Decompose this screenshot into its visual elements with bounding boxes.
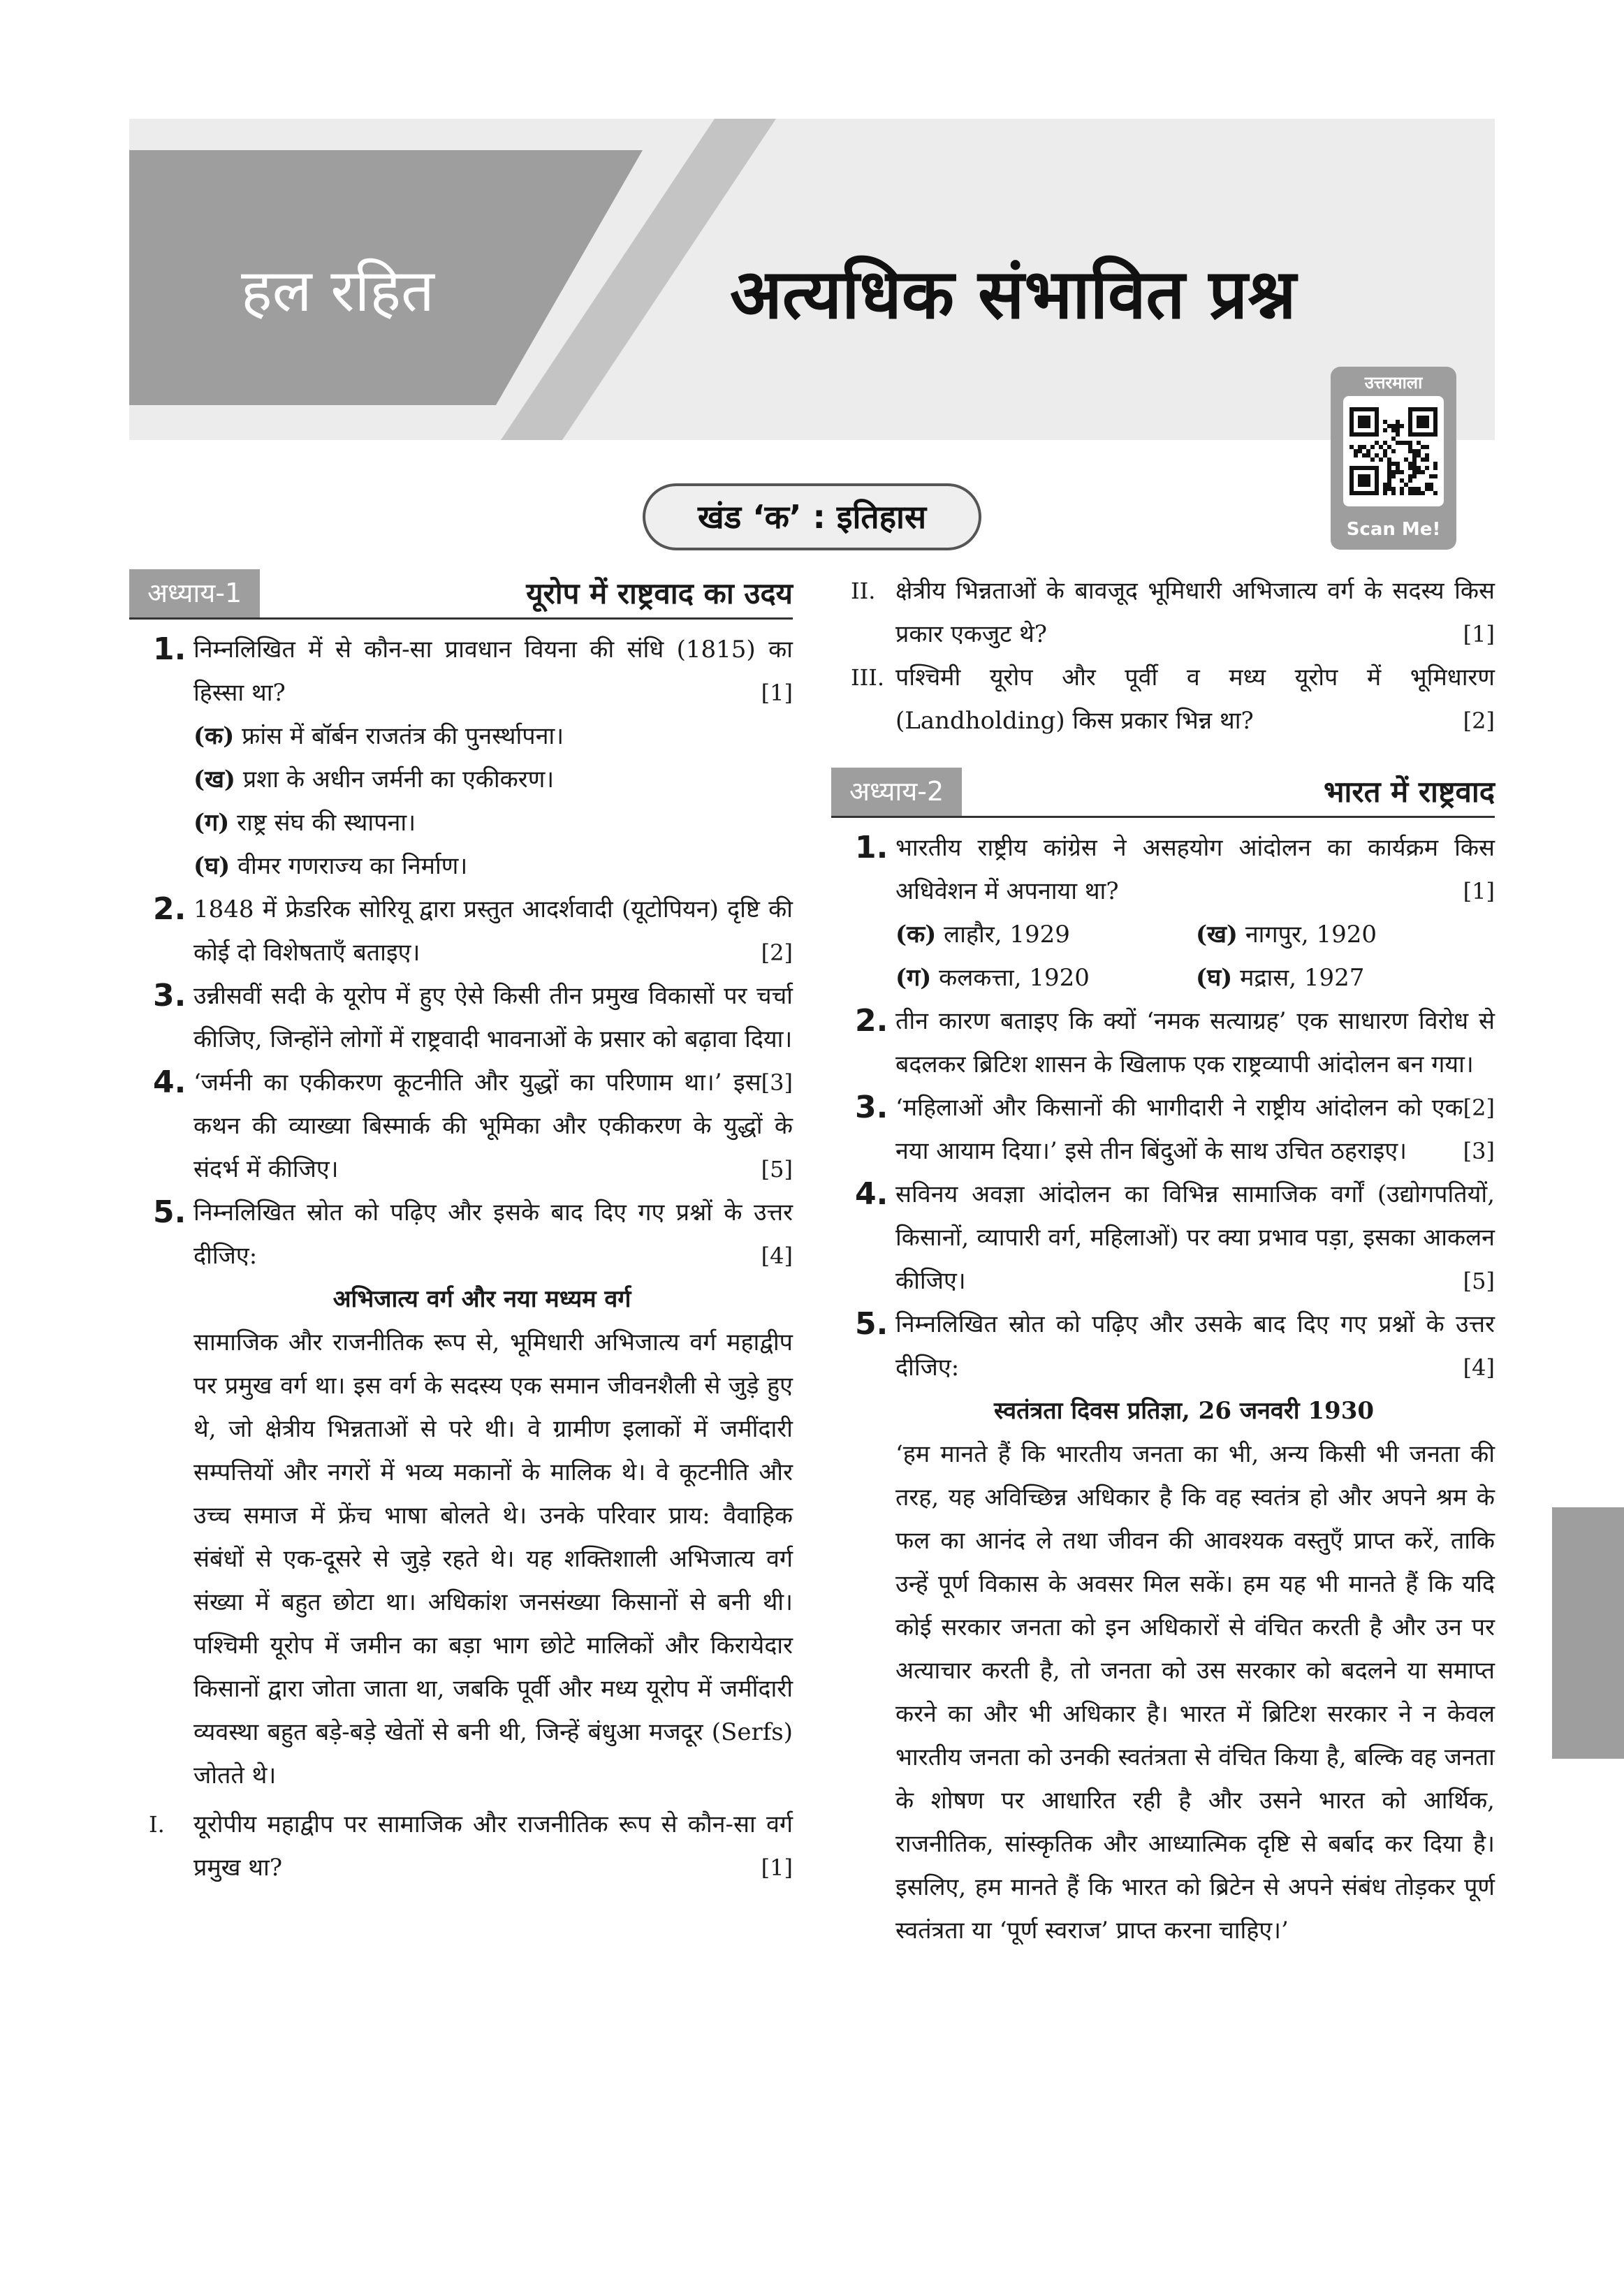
question-text: भारतीय राष्ट्रीय कांग्रेस ने असहयोग आंदोलन का कार्यक्रम किस अधिवेशन में अपनाया था? xyxy=(895,834,1495,905)
question-text: ‘महिलाओं और किसानों की भागीदारी ने राष्ट्रीय आंदोलन को एक नया आयाम दिया।’ इसे तीन बिंदुओं के साथ उचित ठहराइए। xyxy=(895,1094,1463,1165)
marks: [2] xyxy=(761,939,793,966)
qr-code-graphic xyxy=(1343,396,1444,506)
option-text: कलकत्ता, 1920 xyxy=(939,964,1090,992)
header-banner xyxy=(129,119,1495,440)
option-label: (क) xyxy=(895,921,937,949)
option xyxy=(129,801,793,844)
sub-question xyxy=(831,656,1495,742)
side-thumb-tab xyxy=(1552,1507,1624,1759)
question-text: निम्नलिखित स्रोत को पढ़िए और इसके बाद दिए गए प्रश्नों के उत्तर दीजिए: xyxy=(193,1199,793,1270)
sub-question-text: क्षेत्रीय भिन्नताओं के बावजूद भूमिधारी अभिजात्य वर्ग के सदस्य किस प्रकार एकजुट थे? xyxy=(895,577,1495,648)
sub-question-number: I. xyxy=(149,1811,165,1838)
qr-bottom-label: Scan Me! xyxy=(1346,519,1441,540)
sub-question xyxy=(831,569,1495,656)
qr-code-icon xyxy=(1343,396,1444,506)
option-label: (घ) xyxy=(193,852,231,880)
option-label: (घ) xyxy=(1196,964,1233,992)
ch2-question-4 xyxy=(831,1173,1495,1303)
marks: [5] xyxy=(1463,1268,1495,1294)
chapter-1-header xyxy=(129,569,793,620)
option-text: प्रशा के अधीन जर्मनी का एकीकरण। xyxy=(242,766,555,793)
marks: [4] xyxy=(1463,1354,1495,1381)
option-text: वीमर गणराज्य का निर्माण। xyxy=(237,852,468,880)
marks: [3] xyxy=(761,1069,793,1096)
question-text: 1848 में फ्रेडरिक सोरियू द्वारा प्रस्तुत आदर्शवादी (यूटोपियन) दृष्टि की कोई दो विशेषताएँ बताइए। xyxy=(193,895,793,967)
chapter-1-tag: अध्याय-1 xyxy=(129,569,260,617)
question-text: निम्नलिखित में से कौन-सा प्रावधान वियना की संधि (1815) का हिस्सा था? xyxy=(193,636,793,707)
question-number: 2. xyxy=(153,891,186,927)
marks: [2] xyxy=(1463,1095,1495,1121)
banner-left-title: हल रहित xyxy=(241,256,434,325)
question-number: 4. xyxy=(855,1176,888,1212)
question-number: 4. xyxy=(153,1064,186,1100)
option xyxy=(1196,956,1496,1000)
ch2-question-2 xyxy=(831,1000,1495,1121)
marks: [1] xyxy=(761,680,793,706)
option-text: नागपुर, 1920 xyxy=(1245,921,1377,949)
ch2-question-5 xyxy=(831,1303,1495,1389)
source-title: स्वतंत्रता दिवस प्रतिज्ञा, 26 जनवरी 1930 xyxy=(993,1397,1375,1425)
option xyxy=(129,715,793,758)
option-label: (ग) xyxy=(193,809,230,837)
question-number: 3. xyxy=(855,1090,888,1125)
source-text: सामाजिक और राजनीतिक रूप से, भूमिधारी अभिजात्य वर्ग महाद्वीप पर प्रमुख वर्ग था। इस वर्ग के सदस्य एक समान जीवनशैली से जुड़े हुए थे, जो क्षेत्रीय भिन्नताओं से परे थी। वे ग्रामीण इलाकों में जमींदारी सम्पत्तियों और नगरों में भव्य मकानों के मालिक थे। वे कूटनीति और उच्च समाज में फ्रेंच भाषा बोलते थे। उनके परिवार प्राय: वैवाहिक संबंधों से एक-दूसरे से जुड़े रहते थे। यह शक्तिशाली अभिजात्य वर्ग संख्या में बहुत छोटा था। अधिकांश जनसंख्या किसानों से बनी थी। पश्चिमी यूरोप में जमीन का बड़ा भाग छोटे मालिकों और किरायेदार किसानों द्वारा जोता जाता था, जबकि पूर्वी और मध्य यूरोप में जमींदारी व्यवस्था बहुत बड़े-बड़े खेतों से बनी थी, जिन्हें बंधुआ मजदूर (Serfs) जोतते थे। xyxy=(193,1328,793,1789)
chapter-2-title: भारत में राष्ट्रवाद xyxy=(1324,775,1495,809)
option-label: (ग) xyxy=(895,964,932,992)
option-text: राष्ट्र संघ की स्थापना। xyxy=(237,809,416,837)
question-text: ‘जर्मनी का एकीकरण कूटनीति और युद्धों का परिणाम था।’ इस कथन की व्याख्या बिस्मार्क की भूमिका और एकीकरण के युद्धों के संदर्भ में कीजिए। xyxy=(193,1069,793,1183)
question-number: 3. xyxy=(153,978,186,1013)
marks: [3] xyxy=(1463,1138,1495,1164)
option xyxy=(895,956,1196,1000)
question-number: 5. xyxy=(855,1306,888,1342)
question-text: सविनय अवज्ञा आंदोलन का विभिन्न सामाजिक वर्गों (उद्योगपतियों, किसानों, व्यापारी वर्ग, महिलाओं) पर क्या प्रभाव पड़ा, इसका आकलन कीजिए। xyxy=(895,1180,1495,1295)
question-text: तीन कारण बताइए कि क्यों ‘नमक सत्याग्रह’ एक साधारण विरोध से बदलकर ब्रिटिश शासन के खिलाफ एक राष्ट्रव्यापी आंदोलन बन गया। xyxy=(895,1007,1495,1078)
option xyxy=(895,913,1196,956)
source-text: ‘हम मानते हैं कि भारतीय जनता का भी, अन्य किसी भी जनता की तरह, यह अविच्छिन्न अधिकार है कि वह स्वतंत्र हो और अपने श्रम के फल का आनंद ले तथा जीवन की आवश्यक वस्तुएँ प्राप्त करें, ताकि उन्हें पूर्ण विकास के अवसर मिल सकें। हम यह भी मानते हैं कि यदि कोई सरकार जनता को इन अधिकारों से वंचित करती है और उन पर अत्याचार करती है, तो जनता को उस सरकार को बदलने या समाप्त करने का और भी अधिकार है। भारत में ब्रिटिश सरकार ने न केवल भारतीय जनता को उनकी स्वतंत्रता से वंचित किया है, बल्कि वह जनता के शोषण पर आधारित रही है और उसने भारत को आर्थिक, राजनीतिक, सांस्कृतिक और आध्यात्मिक दृष्टि से बर्बाद कर दिया है। इसलिए, हम मानते हैं कि भारत को ब्रिटेन से अपने संबंध तोड़कर पूर्ण स्वतंत्रता या ‘पूर्ण स्वराज’ प्राप्त करना चाहिए।’ xyxy=(895,1440,1495,1945)
left-column xyxy=(129,569,793,1889)
option xyxy=(129,844,793,888)
option xyxy=(1196,913,1496,956)
ch1-question-2 xyxy=(129,888,793,974)
sub-question-number: III. xyxy=(851,664,885,691)
ch1-question-1 xyxy=(129,628,793,715)
ch1-question-3 xyxy=(129,974,793,1096)
option-text: मद्रास, 1927 xyxy=(1240,964,1365,992)
sub-question-number: II. xyxy=(851,578,876,604)
sub-question xyxy=(129,1803,793,1889)
options-grid xyxy=(831,913,1495,1000)
question-text: निम्नलिखित स्रोत को पढ़िए और उसके बाद दिए गए प्रश्नों के उत्तर दीजिए: xyxy=(895,1310,1495,1382)
page-title: अत्यधिक संभावित प्रश्न xyxy=(730,255,1296,335)
option-text: फ्रांस में बॉर्बन राजतंत्र की पुनर्स्थापना। xyxy=(242,722,564,750)
marks: [5] xyxy=(761,1156,793,1183)
chapter-2-header xyxy=(831,768,1495,818)
option-text: लाहौर, 1929 xyxy=(944,921,1070,949)
option-label: (ख) xyxy=(193,766,235,793)
ch2-question-1 xyxy=(831,826,1495,913)
question-number: 2. xyxy=(855,1003,888,1039)
right-column xyxy=(831,569,1495,1952)
marks: [2] xyxy=(1463,708,1495,734)
question-text: उन्नीसवीं सदी के यूरोप में हुए ऐसे किसी तीन प्रमुख विकासों पर चर्चा कीजिए, जिन्होंने लोगों में राष्ट्रवादी भावनाओं के प्रसार को बढ़ावा दिया। xyxy=(193,982,793,1053)
option-label: (क) xyxy=(193,722,235,750)
question-number: 1. xyxy=(153,631,186,667)
marks: [4] xyxy=(761,1243,793,1269)
qr-top-label: उत्तरमाला xyxy=(1364,373,1423,393)
source-title: अभिजात्य वर्ग और नया मध्यम वर्ग xyxy=(332,1285,631,1313)
marks: [1] xyxy=(1463,878,1495,905)
question-number: 1. xyxy=(855,830,888,865)
sub-question-text: यूरोपीय महाद्वीप पर सामाजिक और राजनीतिक रूप से कौन-सा वर्ग प्रमुख था? xyxy=(193,1810,793,1882)
ch2-question-3 xyxy=(831,1086,1495,1173)
sub-question-text: पश्चिमी यूरोप और पूर्वी व मध्य यूरोप में भूमिधारण (Landholding) किस प्रकार भिन्न था? xyxy=(895,664,1495,735)
ch1-question-4 xyxy=(129,1061,793,1191)
chapter-1-title: यूरोप में राष्ट्रवाद का उदय xyxy=(526,576,793,610)
section-label: खंड ‘क’ : इतिहास xyxy=(643,483,981,550)
ch1-question-5 xyxy=(129,1191,793,1278)
option xyxy=(129,758,793,801)
option-label: (ख) xyxy=(1196,921,1238,949)
marks: [1] xyxy=(761,1854,793,1881)
question-number: 5. xyxy=(153,1194,186,1230)
chapter-2-tag: अध्याय-2 xyxy=(831,768,962,816)
qr-answer-box[interactable] xyxy=(1331,367,1456,550)
marks: [1] xyxy=(1463,621,1495,647)
